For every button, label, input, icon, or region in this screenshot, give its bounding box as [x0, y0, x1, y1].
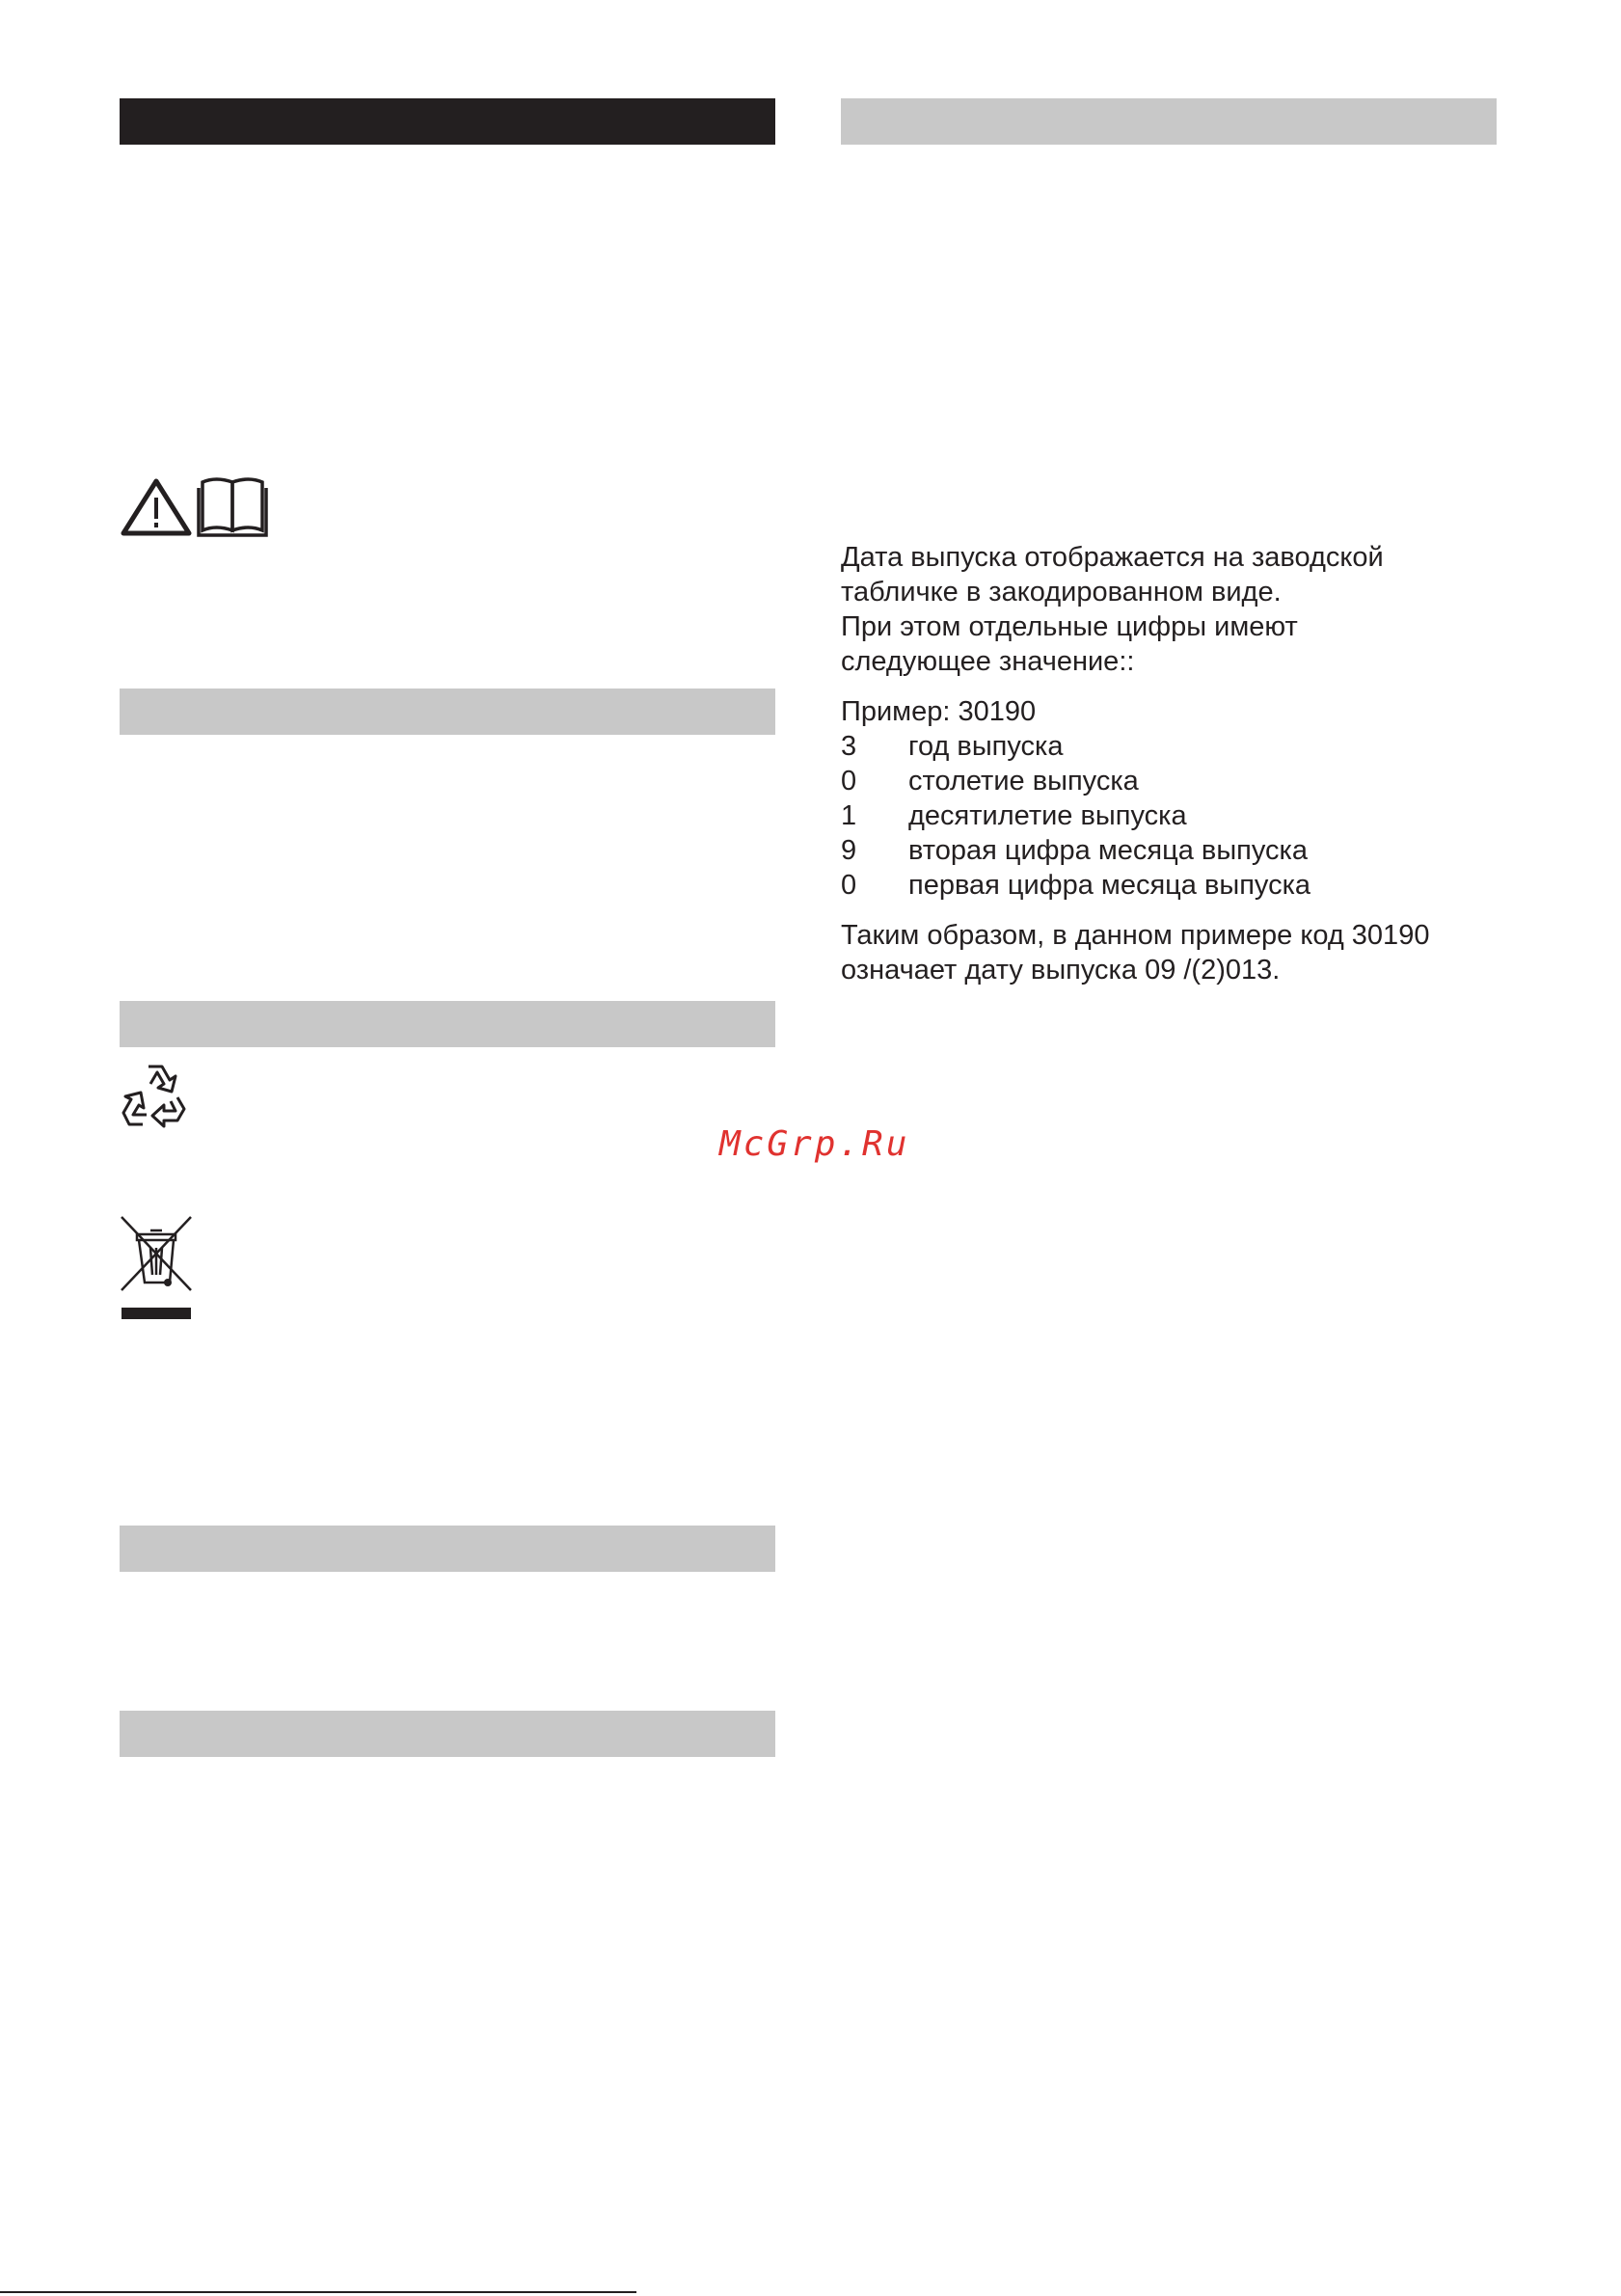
- code-digit: 0: [841, 766, 857, 797]
- section-header-bar-right: [841, 98, 1497, 145]
- code-digit: 9: [841, 835, 857, 866]
- code-digit: 1: [841, 800, 857, 831]
- intro-line: табличке в закодированном виде.: [841, 577, 1282, 608]
- intro-line: При этом отдельные цифры имеют: [841, 611, 1298, 642]
- watermark: McGrp.Ru: [719, 1124, 910, 1164]
- example-label: Пример: 30190: [841, 696, 1037, 727]
- footer-divider: [0, 2291, 636, 2293]
- intro-line: следующее значение::: [841, 646, 1135, 677]
- open-book-icon: [197, 474, 268, 538]
- date-code-explanation: [841, 540, 1516, 987]
- code-row: [841, 868, 1516, 903]
- code-meaning: десятилетие выпуска: [908, 800, 1187, 831]
- section-header-bar-3: [120, 1001, 775, 1047]
- code-meaning: год выпуска: [908, 731, 1064, 762]
- code-row: [841, 798, 1516, 833]
- section-header-bar-5: [120, 1711, 775, 1757]
- warning-triangle-icon: [120, 476, 193, 538]
- code-meaning: вторая цифра месяца выпуска: [908, 835, 1309, 866]
- section-header-bar-2: [120, 689, 775, 735]
- section-header-bar-4: [120, 1526, 775, 1572]
- code-row: [841, 764, 1516, 798]
- intro-line: Дата выпуска отображается на заводской: [841, 542, 1384, 573]
- code-meaning: первая цифра месяца выпуска: [908, 870, 1311, 901]
- conclusion-line: означает дату выпуска 09 /(2)013.: [841, 955, 1281, 986]
- crossed-out-bin-icon: [120, 1215, 193, 1321]
- code-meaning: столетие выпуска: [908, 766, 1139, 797]
- code-row: [841, 833, 1516, 868]
- code-digit: 3: [841, 731, 857, 762]
- section-header-bar-1: [120, 98, 775, 145]
- conclusion-line: Таким образом, в данном примере код 30190: [841, 920, 1430, 951]
- code-row: [841, 729, 1516, 764]
- recycle-icon: [120, 1061, 193, 1134]
- code-digit: 0: [841, 870, 857, 901]
